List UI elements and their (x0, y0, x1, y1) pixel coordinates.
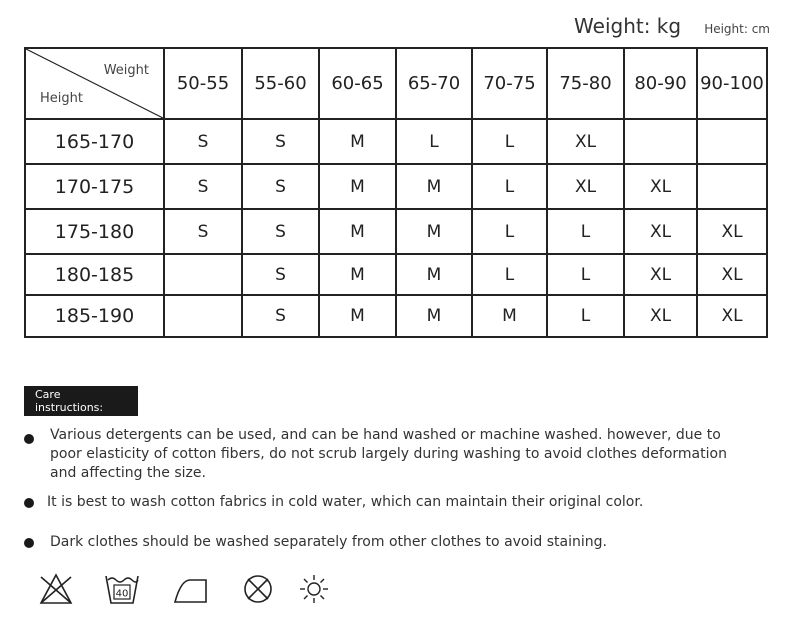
bullet-dot-icon (24, 498, 34, 508)
weight-unit-label: Weight: kg (574, 14, 682, 38)
size-cell: M (396, 295, 472, 337)
size-cell: M (396, 254, 472, 295)
size-cell: XL (697, 295, 767, 337)
weight-range-header: 55-60 (242, 48, 319, 119)
table-row (25, 209, 767, 254)
size-cell: L (547, 209, 624, 254)
care-title-line1: Care (35, 388, 61, 401)
diagonal-divider (26, 49, 163, 118)
size-cell: XL (547, 164, 624, 209)
size-cell: S (242, 164, 319, 209)
units-legend (0, 14, 770, 38)
care-instructions-tag (24, 386, 138, 416)
size-cell: M (319, 164, 396, 209)
weight-range-header: 75-80 (547, 48, 624, 119)
size-cell: L (547, 254, 624, 295)
size-cell: L (547, 295, 624, 337)
corner-weight-label: Weight (103, 63, 149, 78)
corner-height-label: Height (40, 91, 83, 106)
size-cell: S (164, 209, 242, 254)
size-cell (164, 295, 242, 337)
do-not-bleach-icon (38, 572, 74, 606)
size-cell: S (242, 295, 319, 337)
sun-dry-icon (296, 572, 332, 606)
size-cell: S (164, 164, 242, 209)
corner-header-cell (25, 48, 164, 119)
care-item-text: It is best to wash cotton fabrics in cold water, which can maintain their original color. (47, 494, 644, 510)
size-cell: L (472, 209, 547, 254)
iron-icon (172, 572, 208, 606)
weight-range-header: 70-75 (472, 48, 547, 119)
height-range-cell: 185-190 (25, 295, 164, 337)
height-range-cell: 165-170 (25, 119, 164, 164)
table-row (25, 119, 767, 164)
size-cell: M (319, 295, 396, 337)
size-cell: M (319, 209, 396, 254)
care-item-text: Various detergents can be used, and can be hand washed or machine washed. however, due to poor elasticity of cotton fibers, do not scrub largely during washing to avoid clothes deformation and affecting the size. (50, 427, 727, 481)
height-range-cell: 175-180 (25, 209, 164, 254)
weight-range-header: 50-55 (164, 48, 242, 119)
care-item (24, 493, 754, 512)
wash-40-icon (104, 572, 140, 606)
care-title-line2: instructions: (35, 401, 104, 414)
size-chart-table (24, 47, 768, 338)
size-cell (624, 119, 697, 164)
size-cell: M (472, 295, 547, 337)
size-cell: M (396, 209, 472, 254)
size-cell: L (396, 119, 472, 164)
size-cell: M (319, 254, 396, 295)
table-row (25, 164, 767, 209)
size-cell: XL (697, 254, 767, 295)
bullet-dot-icon (24, 434, 34, 444)
height-range-cell: 180-185 (25, 254, 164, 295)
care-item-text: Dark clothes should be washed separately from other clothes to avoid staining. (50, 534, 607, 550)
height-unit-label: Height: cm (704, 22, 770, 36)
table-header-row (25, 48, 767, 119)
bullet-dot-icon (24, 538, 34, 548)
size-cell: XL (547, 119, 624, 164)
size-cell: XL (624, 295, 697, 337)
size-cell: XL (624, 164, 697, 209)
size-cell: XL (624, 209, 697, 254)
height-range-cell: 170-175 (25, 164, 164, 209)
weight-range-header: 60-65 (319, 48, 396, 119)
wash-temperature-label: 40 (115, 588, 129, 600)
size-cell: S (242, 119, 319, 164)
size-cell: XL (624, 254, 697, 295)
weight-range-header: 65-70 (396, 48, 472, 119)
table-row (25, 295, 767, 337)
size-cell: S (164, 119, 242, 164)
size-cell: XL (697, 209, 767, 254)
do-not-tumble-dry-icon (240, 572, 276, 606)
size-cell: M (319, 119, 396, 164)
size-cell: L (472, 119, 547, 164)
size-cell (164, 254, 242, 295)
size-cell: L (472, 164, 547, 209)
size-cell: S (242, 209, 319, 254)
size-cell: L (472, 254, 547, 295)
size-cell (697, 119, 767, 164)
size-cell: M (396, 164, 472, 209)
size-cell (697, 164, 767, 209)
table-row (25, 254, 767, 295)
care-item (24, 426, 754, 483)
size-cell: S (242, 254, 319, 295)
weight-range-header: 90-100 (697, 48, 767, 119)
weight-range-header: 80-90 (624, 48, 697, 119)
care-item (24, 533, 754, 552)
